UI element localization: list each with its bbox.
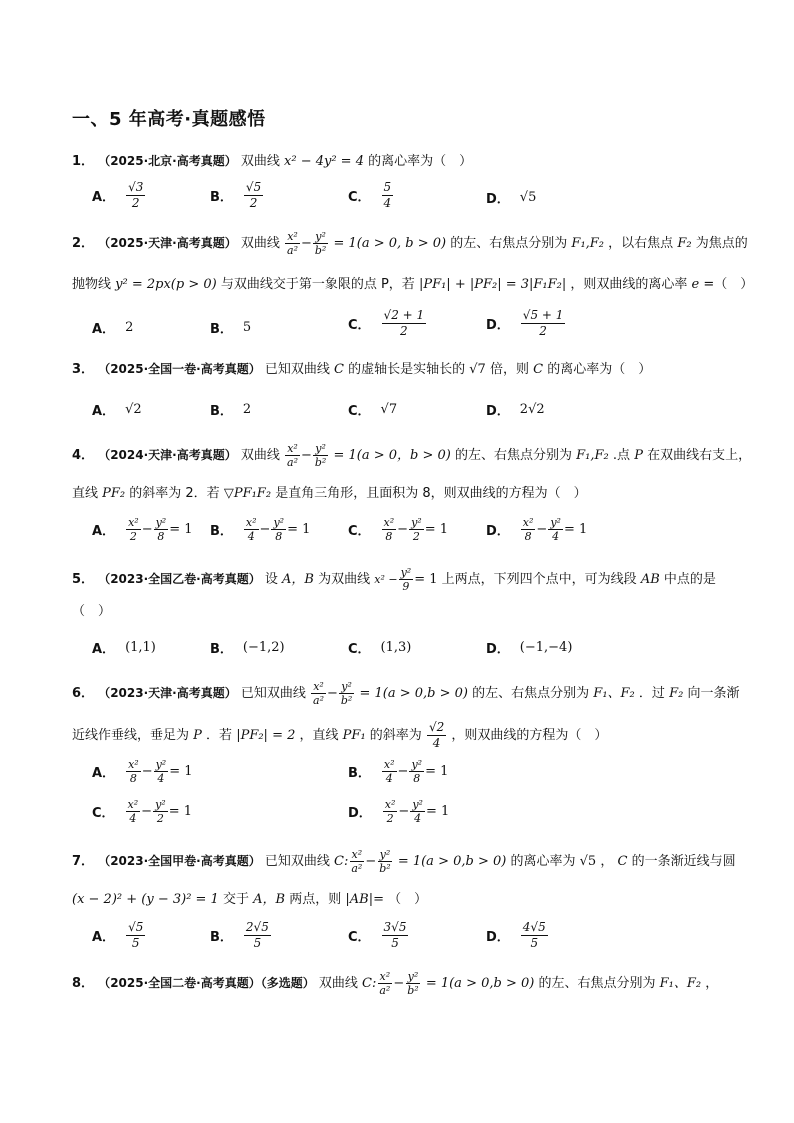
equation: x² − 4y² = 4 — [284, 154, 364, 169]
fraction-y: $\frac{\text{y²}}{\text{b²}}$ — [314, 230, 327, 257]
foci: F₁,F₂ — [571, 236, 605, 251]
equation: = 1(a > 0，b > 0) — [333, 448, 451, 463]
equation: = 1(a > 0, b > 0) — [333, 236, 447, 251]
option-a[interactable]: A． $\frac{√5}{5}$ — [92, 920, 144, 950]
option-d[interactable]: D． (−1,−4) — [486, 640, 573, 657]
option-b[interactable]: B． $\frac{\text{x²}}{4}$ − $\frac{\text{y²}}{8}$ = 1 — [348, 758, 449, 785]
question-text: 双曲线 — [240, 448, 280, 463]
question-4: 4． （2024·天津·高考真题） 双曲线 $\frac{\text{x²}}{\text{a²}}$ − $\frac{\text{y²}}{\text{b²}}$ = 1(a > 0，b > 0) 的左、右焦点分别为 F₁,F₂ .点 P 在双曲线右支上， — [72, 442, 752, 469]
variable: P — [634, 448, 643, 463]
option-a[interactable]: A． 2 — [92, 320, 134, 337]
question-text: 的斜率为 — [369, 728, 422, 743]
curve-name: C: — [362, 976, 377, 991]
question-source: （2023·全国乙卷·高考真题） — [98, 572, 261, 586]
question-6-line-2: 近线作垂线，垂足为 P ．若 |PF₂| = 2 ，直线 PF₁ 的斜率为 $\frac{√2}{4}$ ，则双曲线的方程为（ ） — [72, 720, 608, 750]
option-value: $\frac{√3}{2}$ — [128, 180, 144, 210]
variable: P — [193, 728, 202, 743]
question-text: ，以右焦点 — [608, 236, 674, 251]
option-d[interactable]: D． 2√2 — [486, 402, 545, 419]
question-text: 上两点，下列四个点中，可为线段 — [441, 572, 637, 587]
question-text: ，则双曲线的离心率 — [570, 277, 688, 292]
question-text: 为焦点的 — [695, 236, 748, 251]
question-text: 直线 — [72, 486, 99, 501]
question-text: 双曲线 — [240, 154, 280, 169]
points: A，B — [253, 892, 286, 907]
option-d[interactable]: D． $\frac{√5 + 1}{2}$ — [486, 308, 564, 338]
question-5-line-2: （ ） — [72, 604, 112, 619]
question-text: 的离心率为 — [510, 854, 576, 869]
question-text: ， — [705, 976, 719, 991]
question-text: 已知双曲线 — [240, 686, 306, 701]
option-d[interactable]: D． $\frac{\text{x²}}{2}$ − $\frac{\text{y²}}{4}$ = 1 — [348, 798, 450, 825]
option-d[interactable]: D． √5 — [486, 190, 537, 207]
question-number: 2． — [72, 236, 95, 251]
question-number: 5． — [72, 572, 95, 587]
focus: F₂ — [677, 236, 692, 251]
question-number: 8． — [72, 976, 95, 991]
option-b[interactable]: B． (−1,2) — [210, 640, 285, 657]
option-value: √5 — [519, 190, 537, 205]
equation: x² − — [374, 573, 398, 586]
equation: |PF₂| = 2 — [236, 728, 296, 743]
fraction-x: $\frac{\text{x²}}{\text{a²}}$ — [287, 230, 298, 257]
question-text: 的左、右焦点分别为 — [450, 236, 568, 251]
segment: AB — [640, 572, 660, 587]
question-tail: （ ） — [388, 892, 428, 907]
equation: = 1(a > 0,b > 0) — [425, 976, 535, 991]
question-4-line-2 — [72, 482, 587, 501]
question-text: 近线作垂线，垂足为 — [72, 728, 190, 743]
option-b[interactable]: B． $\frac{2√5}{5}$ — [210, 920, 269, 950]
question-text: 与双曲线交于第一象限的点 P，若 — [220, 277, 415, 292]
option-c[interactable]: C． $\frac{\text{x²}}{8}$ − $\frac{\text{y²}}{2}$ = 1 — [348, 516, 448, 543]
option-b[interactable]: B． $\frac{√5}{2}$ — [210, 180, 262, 210]
line: PF₁ — [342, 728, 366, 743]
question-7: 7． （2023·全国甲卷·高考真题） 已知双曲线 C: $\frac{\text{x²}}{\text{a²}}$ − $\frac{\text{y²}}{\text{b²}}$ = 1(a > 0,b > 0) 的离心率为 √5 ， C 的一条渐近线与圆 — [72, 848, 736, 875]
question-tail: 是直角三角形，且面积为 8，则双曲线的方程为（ ） — [275, 486, 587, 501]
option-a[interactable]: A． √2 — [92, 402, 142, 419]
question-text: ，直线 — [299, 728, 339, 743]
question-text: ， — [600, 854, 614, 869]
points: A，B — [282, 572, 314, 587]
question-text: ．若 — [206, 728, 233, 743]
question-tail: ，则双曲线的方程为（ ） — [451, 728, 608, 743]
foci: F₁、F₂ — [593, 686, 635, 701]
question-text: 的一条渐近线与圆 — [631, 854, 736, 869]
question-text: 的虚轴长是实轴长的 — [348, 362, 466, 377]
question-tail: 的离心率为（ ） — [547, 362, 652, 377]
value: √5 — [579, 854, 597, 869]
variable: PF₂ — [102, 486, 126, 501]
question-text: 双曲线 — [318, 976, 358, 991]
option-a[interactable]: A． (1,1) — [92, 640, 156, 657]
question-text: 两点，则 — [289, 892, 342, 907]
length: |AB|= — [345, 892, 384, 907]
question-text: 设 — [264, 572, 278, 587]
question-text: 双曲线 — [240, 236, 280, 251]
question-source: （2025·全国一卷·高考真题） — [98, 362, 261, 376]
question-source: （2024·天津·高考真题） — [98, 448, 237, 462]
question-number: 6． — [72, 686, 95, 701]
value: √7 — [469, 362, 486, 377]
variable: e — [691, 277, 700, 292]
question-tail: =（ ） — [703, 277, 754, 292]
option-value: $\frac{5}{4}$ — [383, 180, 392, 210]
question-text: 已知双曲线 — [264, 854, 330, 869]
question-8: 8． （2025·全国二卷·高考真题）（多选题） 双曲线 C: $\frac{\text{x²}}{\text{a²}}$ − $\frac{\text{y²}}{\text{b²}}$ = 1(a > 0,b > 0) 的左、右焦点分别为 F₁、F₂ ， — [72, 970, 719, 997]
option-c[interactable]: C． √7 — [348, 402, 398, 419]
triangle: ▽PF₁F₂ — [223, 486, 272, 501]
question-text: .点 — [612, 448, 631, 463]
question-text: 向一条渐 — [687, 686, 740, 701]
question-text: 中点的是 — [663, 572, 716, 587]
question-2: 2． （2025·天津·高考真题） 双曲线 $\frac{\text{x²}}{\text{a²}}$ − $\frac{\text{y²}}{\text{b²}}$ = 1(a > 0, b > 0) 的左、右焦点分别为 F₁,F₂ ，以右焦点 F₂ 为焦点的 — [72, 230, 748, 257]
question-text: 为双曲线 — [318, 572, 371, 587]
focus: F₂ — [669, 686, 684, 701]
option-b[interactable]: B． 2 — [210, 402, 252, 419]
equation: |PF₁| + |PF₂| = 3|F₁F₂| — [418, 277, 567, 292]
option-c[interactable]: C． $\frac{\text{x²}}{4}$ − $\frac{\text{y²}}{2}$ = 1 — [92, 798, 192, 825]
question-text: 倍，则 — [489, 362, 529, 377]
question-number: 4． — [72, 448, 95, 463]
question-1 — [72, 150, 472, 169]
question-source: （2025·天津·高考真题） — [98, 236, 237, 250]
option-c[interactable]: C． $\frac{5}{4}$ — [348, 180, 392, 210]
question-number: 1． — [72, 154, 95, 169]
question-text: 的左、右焦点分别为 — [538, 976, 656, 991]
option-d[interactable]: D． $\frac{\text{x²}}{8}$ − $\frac{\text{y²}}{4}$ = 1 — [486, 516, 588, 543]
equation: y² = 2px(p > 0) — [115, 277, 217, 292]
question-source: （2023·天津·高考真题） — [98, 686, 237, 700]
option-c[interactable]: C． $\frac{√2 + 1}{2}$ — [348, 308, 425, 338]
option-c[interactable]: C． (1,3) — [348, 640, 412, 657]
question-text: 已知双曲线 — [264, 362, 330, 377]
option-d[interactable]: D． $\frac{4√5}{5}$ — [486, 920, 546, 950]
circle-equation: (x − 2)² + (y − 3)² = 1 — [72, 892, 219, 907]
question-number: 7． — [72, 854, 95, 869]
option-c[interactable]: C． $\frac{3√5}{5}$ — [348, 920, 407, 950]
question-text: 的左、右焦点分别为 — [455, 448, 573, 463]
option-value: $\frac{√5}{2}$ — [245, 180, 262, 210]
variable: C — [617, 854, 628, 869]
foci: F₁,F₂ — [576, 448, 609, 463]
equation: = 1(a > 0,b > 0) — [397, 854, 507, 869]
question-number: 3． — [72, 362, 95, 377]
question-2-line-2 — [72, 273, 753, 292]
variable: C — [334, 362, 344, 377]
question-text: 的斜率为 2．若 — [129, 486, 220, 501]
option-a[interactable]: A． $\frac{\text{x²}}{8}$ − $\frac{\text{y²}}{4}$ = 1 — [92, 758, 193, 785]
question-text: 的左、右焦点分别为 — [472, 686, 590, 701]
option-b[interactable]: B． $\frac{\text{x²}}{4}$ − $\frac{\text{y²}}{8}$ = 1 — [210, 516, 311, 543]
curve-name: C: — [334, 854, 349, 869]
question-source: （2025·北京·高考真题） — [98, 154, 237, 168]
option-b[interactable]: B． 5 — [210, 320, 252, 337]
question-5: 5． （2023·全国乙卷·高考真题） 设 A，B 为双曲线 x² − $\frac{\text{y²}}{9}$ = 1 上两点，下列四个点中，可为线段 AB 中点的是 — [72, 566, 716, 593]
section-title: 一、5 年高考·真题感悟 — [72, 109, 266, 130]
question-7-line-2 — [72, 888, 427, 907]
option-a[interactable]: A． $\frac{\text{x²}}{2}$ − $\frac{\text{y²}}{8}$ = 1 — [92, 516, 193, 543]
question-3 — [72, 358, 651, 377]
question-tail: 的离心率为（ ） — [368, 154, 473, 169]
question-text: ．过 — [638, 686, 665, 701]
variable: C — [533, 362, 544, 377]
question-source: （2023·全国甲卷·高考真题） — [98, 854, 261, 868]
question-source: （2025·全国二卷·高考真题）（多选题） — [98, 976, 315, 990]
option-a[interactable]: A． $\frac{√3}{2}$ — [92, 180, 144, 210]
question-text: 抛物线 — [72, 277, 112, 292]
question-text: 在双曲线右支上， — [647, 448, 752, 463]
question-6: 6． （2023·天津·高考真题） 已知双曲线 $\frac{\text{x²}}{\text{a²}}$ − $\frac{\text{y²}}{\text{b²}}$ = 1(a > 0,b > 0) 的左、右焦点分别为 F₁、F₂ ．过 F₂ 向一条渐 — [72, 680, 740, 707]
equation: = 1(a > 0,b > 0) — [359, 686, 468, 701]
question-text: 交于 — [222, 892, 249, 907]
foci: F₁、F₂ — [659, 976, 702, 991]
